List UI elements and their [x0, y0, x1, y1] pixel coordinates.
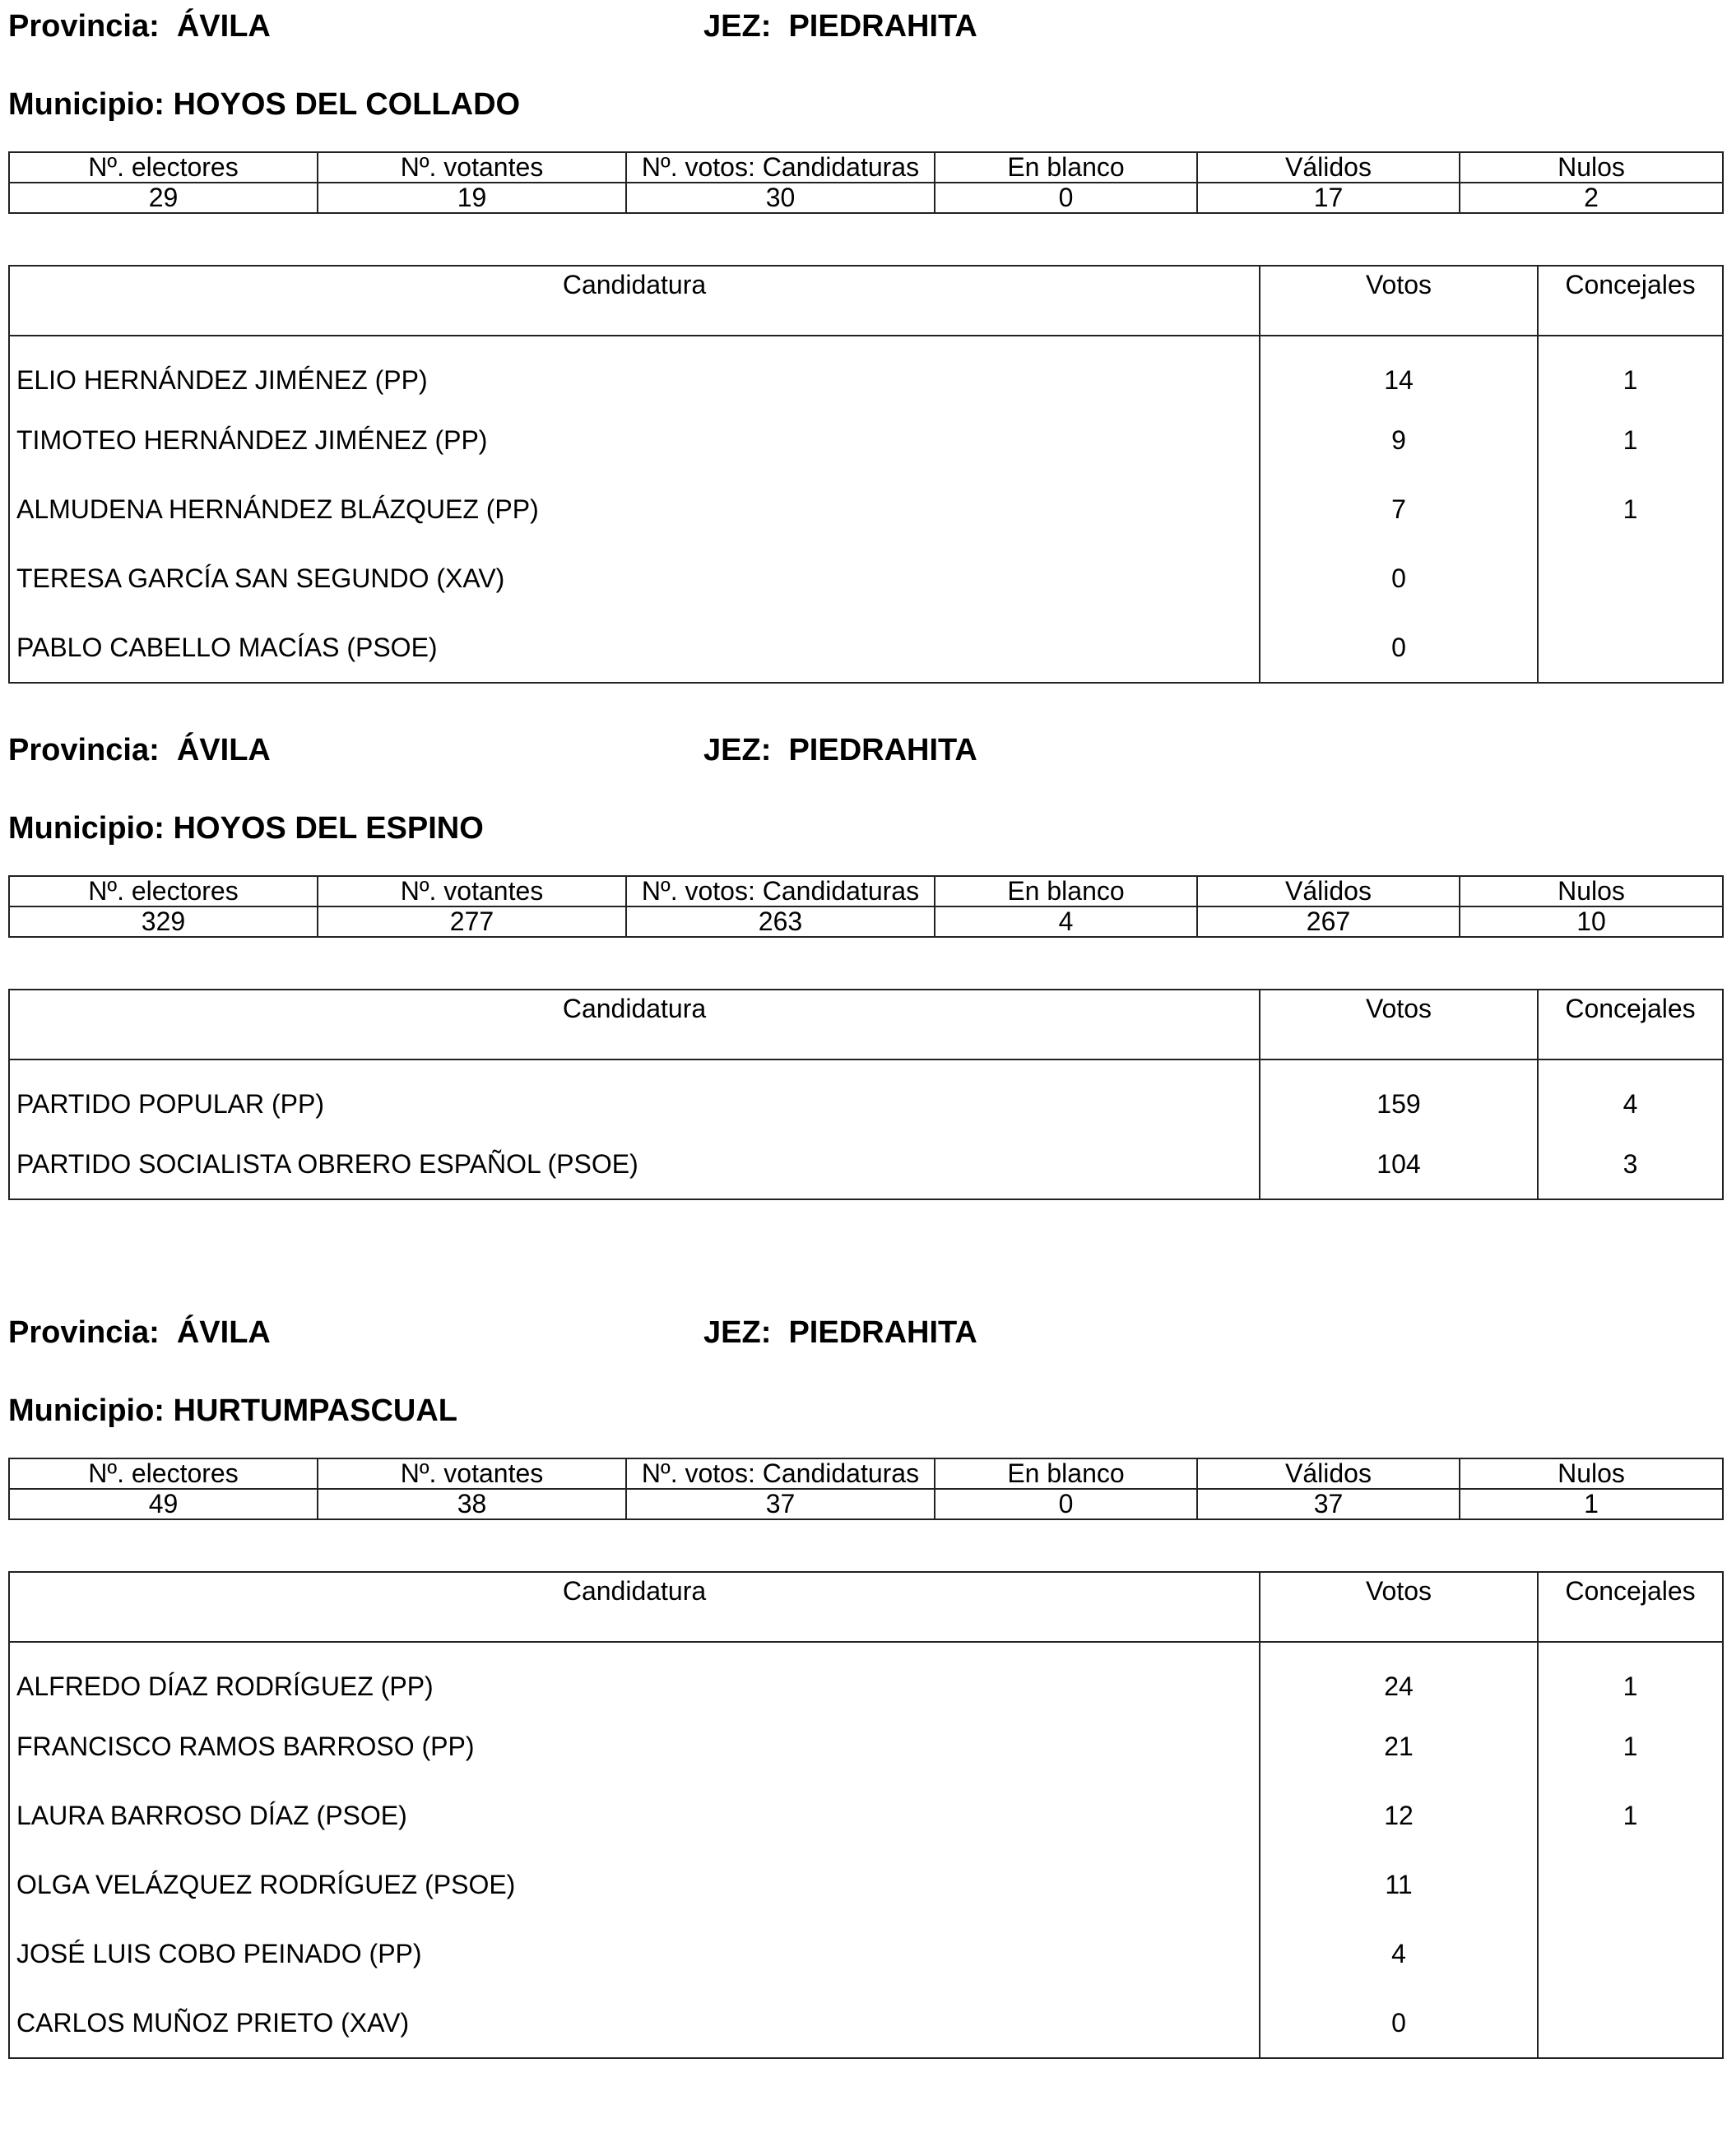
candidate-votos: 104: [1260, 1129, 1538, 1199]
table-row: [9, 1712, 1723, 1781]
candidate-concejales: 3: [1538, 1129, 1723, 1199]
candidate-concejales: 1: [1538, 1781, 1723, 1850]
provincia-heading: Provincia: ÁVILA: [8, 9, 271, 44]
stats-header-electores: Nº. electores: [9, 1458, 318, 1489]
stats-header-votantes: Nº. votantes: [318, 152, 626, 183]
candidate-name: CARLOS MUÑOZ PRIETO (XAV): [9, 1988, 1260, 2058]
concejales-header: Concejales: [1538, 266, 1723, 336]
table-row: [9, 406, 1723, 475]
stats-value-electores: 329: [9, 906, 318, 937]
stats-header-en-blanco: En blanco: [935, 1458, 1197, 1489]
candidate-concejales: 1: [1538, 1642, 1723, 1712]
candidate-votos: 0: [1260, 544, 1538, 613]
candidatura-header: Candidatura: [9, 990, 1260, 1059]
candidate-votos: 24: [1260, 1642, 1538, 1712]
candidate-votos: 21: [1260, 1712, 1538, 1781]
municipio-section: [8, 3, 1722, 662]
stats-table: [8, 875, 1724, 938]
stats-header-votantes: Nº. votantes: [318, 1458, 626, 1489]
concejales-header: Concejales: [1538, 990, 1723, 1059]
candidate-votos: 7: [1260, 475, 1538, 544]
candidate-concejales: [1538, 544, 1723, 613]
stats-value-validos: 37: [1197, 1489, 1460, 1519]
stats-value-votos-candidaturas: 263: [626, 906, 935, 937]
jez-heading: JEZ: PIEDRAHITA: [703, 1315, 977, 1350]
stats-header-votantes: Nº. votantes: [318, 876, 626, 906]
candidate-name: TIMOTEO HERNÁNDEZ JIMÉNEZ (PP): [9, 406, 1260, 475]
stats-header-en-blanco: En blanco: [935, 152, 1197, 183]
stats-value-en-blanco: 0: [935, 1489, 1197, 1519]
candidate-name: JOSÉ LUIS COBO PEINADO (PP): [9, 1919, 1260, 1988]
table-row: [9, 336, 1723, 406]
candidate-name: OLGA VELÁZQUEZ RODRÍGUEZ (PSOE): [9, 1850, 1260, 1919]
table-row: [9, 613, 1723, 683]
stats-value-electores: 49: [9, 1489, 318, 1519]
candidate-name: LAURA BARROSO DÍAZ (PSOE): [9, 1781, 1260, 1850]
stats-value-en-blanco: 0: [935, 183, 1197, 213]
municipio-heading: Municipio: HOYOS DEL COLLADO: [8, 87, 521, 122]
candidate-concejales: 1: [1538, 1712, 1723, 1781]
stats-value-nulos: 10: [1460, 906, 1723, 937]
candidates-table: [8, 1571, 1724, 2059]
candidate-concejales: [1538, 1919, 1723, 1988]
stats-value-validos: 17: [1197, 183, 1460, 213]
table-row: [9, 544, 1723, 613]
jez-heading: JEZ: PIEDRAHITA: [703, 9, 977, 44]
candidatura-header: Candidatura: [9, 266, 1260, 336]
stats-value-votantes: 277: [318, 906, 626, 937]
table-row: [9, 1781, 1723, 1850]
candidates-table: [8, 989, 1724, 1200]
table-row: [9, 1642, 1723, 1712]
stats-header-en-blanco: En blanco: [935, 876, 1197, 906]
stats-value-votantes: 19: [318, 183, 626, 213]
votos-header: Votos: [1260, 266, 1538, 336]
candidate-name: ALFREDO DÍAZ RODRÍGUEZ (PP): [9, 1642, 1260, 1712]
stats-value-nulos: 2: [1460, 183, 1723, 213]
stats-value-votantes: 38: [318, 1489, 626, 1519]
stats-value-nulos: 1: [1460, 1489, 1723, 1519]
stats-header-validos: Válidos: [1197, 1458, 1460, 1489]
candidate-name: ELIO HERNÁNDEZ JIMÉNEZ (PP): [9, 336, 1260, 406]
stats-table: [8, 151, 1724, 214]
table-row: [9, 1059, 1723, 1129]
stats-header-electores: Nº. electores: [9, 152, 318, 183]
candidate-concejales: [1538, 613, 1723, 683]
candidate-votos: 0: [1260, 613, 1538, 683]
stats-value-votos-candidaturas: 30: [626, 183, 935, 213]
candidatura-header: Candidatura: [9, 1572, 1260, 1642]
candidates-table: [8, 265, 1724, 684]
candidate-votos: 11: [1260, 1850, 1538, 1919]
stats-header-votos-candidaturas: Nº. votos: Candidaturas: [626, 152, 935, 183]
stats-header-nulos: Nulos: [1460, 152, 1723, 183]
municipio-section: [8, 727, 1722, 1179]
table-row: [9, 1129, 1723, 1199]
candidate-votos: 12: [1260, 1781, 1538, 1850]
stats-header-nulos: Nulos: [1460, 1458, 1723, 1489]
candidate-name: TERESA GARCÍA SAN SEGUNDO (XAV): [9, 544, 1260, 613]
votos-header: Votos: [1260, 990, 1538, 1059]
table-row: [9, 475, 1723, 544]
provincia-heading: Provincia: ÁVILA: [8, 1315, 271, 1350]
candidate-concejales: [1538, 1988, 1723, 2058]
candidate-votos: 14: [1260, 336, 1538, 406]
candidate-concejales: 1: [1538, 336, 1723, 406]
municipio-section: [8, 1310, 1722, 2038]
candidate-name: PABLO CABELLO MACÍAS (PSOE): [9, 613, 1260, 683]
stats-table: [8, 1458, 1724, 1520]
candidate-votos: 0: [1260, 1988, 1538, 2058]
candidate-votos: 9: [1260, 406, 1538, 475]
candidate-name: FRANCISCO RAMOS BARROSO (PP): [9, 1712, 1260, 1781]
municipio-heading: Municipio: HOYOS DEL ESPINO: [8, 811, 484, 846]
stats-header-validos: Válidos: [1197, 876, 1460, 906]
candidate-name: PARTIDO POPULAR (PP): [9, 1059, 1260, 1129]
table-row: [9, 1919, 1723, 1988]
stats-header-votos-candidaturas: Nº. votos: Candidaturas: [626, 1458, 935, 1489]
table-row: [9, 1850, 1723, 1919]
table-row: [9, 1988, 1723, 2058]
stats-value-electores: 29: [9, 183, 318, 213]
concejales-header: Concejales: [1538, 1572, 1723, 1642]
stats-header-validos: Válidos: [1197, 152, 1460, 183]
stats-value-validos: 267: [1197, 906, 1460, 937]
provincia-heading: Provincia: ÁVILA: [8, 733, 271, 767]
municipio-heading: Municipio: HURTUMPASCUAL: [8, 1393, 458, 1428]
votos-header: Votos: [1260, 1572, 1538, 1642]
candidate-concejales: 4: [1538, 1059, 1723, 1129]
candidate-votos: 159: [1260, 1059, 1538, 1129]
stats-value-votos-candidaturas: 37: [626, 1489, 935, 1519]
candidate-concejales: 1: [1538, 406, 1723, 475]
stats-header-nulos: Nulos: [1460, 876, 1723, 906]
jez-heading: JEZ: PIEDRAHITA: [703, 733, 977, 767]
candidate-name: ALMUDENA HERNÁNDEZ BLÁZQUEZ (PP): [9, 475, 1260, 544]
stats-value-en-blanco: 4: [935, 906, 1197, 937]
candidate-concejales: [1538, 1850, 1723, 1919]
candidate-concejales: 1: [1538, 475, 1723, 544]
candidate-votos: 4: [1260, 1919, 1538, 1988]
stats-header-electores: Nº. electores: [9, 876, 318, 906]
candidate-name: PARTIDO SOCIALISTA OBRERO ESPAÑOL (PSOE): [9, 1129, 1260, 1199]
stats-header-votos-candidaturas: Nº. votos: Candidaturas: [626, 876, 935, 906]
